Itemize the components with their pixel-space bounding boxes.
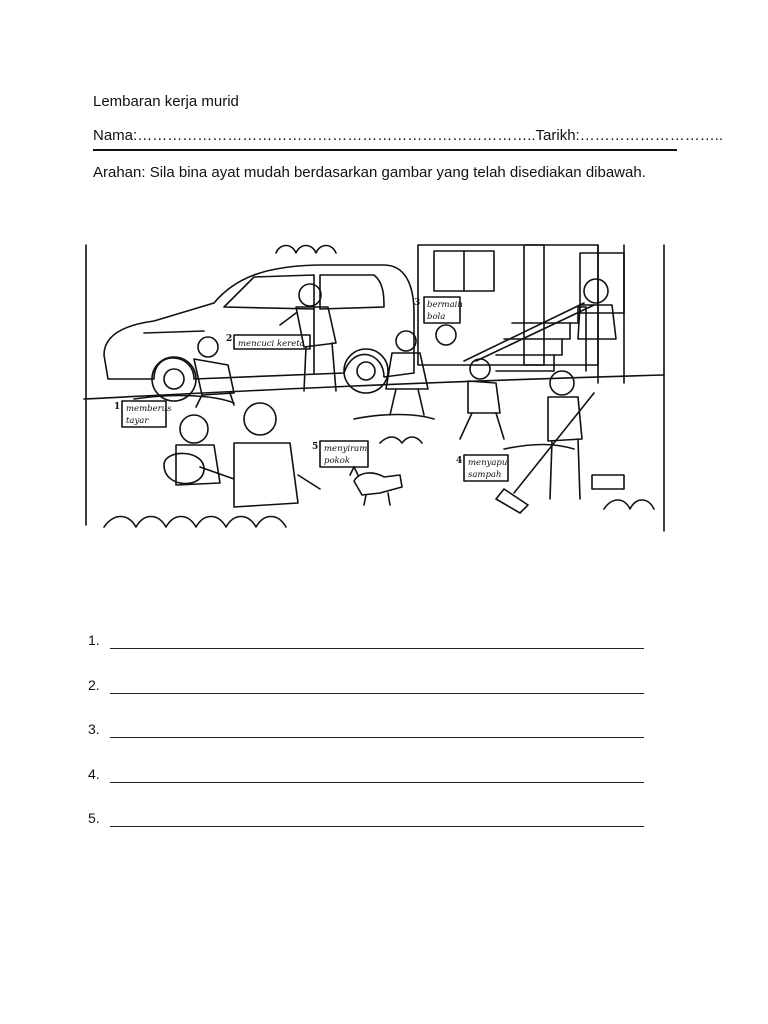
label-4-line-1: menyapu	[468, 458, 508, 468]
name-date-row	[93, 127, 724, 144]
label-5-number: 5	[312, 442, 319, 452]
name-label: Nama:	[93, 127, 138, 144]
label-1-line-2: tayar	[126, 416, 149, 426]
scene-illustration	[84, 243, 668, 533]
answer-blank-line[interactable]	[110, 737, 644, 738]
answer-row[interactable]	[88, 721, 648, 766]
scene-drawing	[84, 243, 668, 533]
date-field[interactable]: ………………………..	[579, 127, 724, 144]
answer-lines	[88, 632, 648, 855]
worksheet-heading: Lembaran kerja murid	[93, 93, 239, 110]
answer-number: 4.	[88, 765, 100, 782]
label-4-line-2: sampah	[468, 470, 502, 480]
answer-number: 3.	[88, 721, 100, 737]
label-3-line-1: bermain	[427, 300, 463, 310]
answer-blank-line[interactable]	[110, 693, 644, 694]
date-label: .Tarikh:	[531, 127, 580, 144]
answer-row[interactable]	[88, 766, 648, 811]
answer-row[interactable]	[88, 677, 648, 722]
answer-number: 1.	[88, 632, 100, 648]
label-3-line-2: bola	[427, 312, 446, 322]
label-2-number: 2	[226, 334, 233, 344]
answer-row[interactable]	[88, 632, 648, 677]
label-3-number: 3	[414, 298, 421, 308]
answer-blank-line[interactable]	[110, 826, 644, 827]
label-1-number: 1	[114, 402, 121, 412]
answer-number: 2.	[88, 676, 100, 693]
name-field[interactable]: …………………………………………………………………….	[137, 127, 532, 144]
label-5-line-1: menyiram	[324, 444, 368, 454]
answer-blank-line[interactable]	[110, 648, 644, 649]
answer-row[interactable]	[88, 810, 648, 855]
label-2-line-1: mencuci kereta	[238, 339, 305, 349]
answer-number: 5.	[88, 810, 100, 826]
label-1-line-1: memberus	[126, 404, 172, 414]
answer-blank-line[interactable]	[110, 782, 644, 783]
instruction-text: Arahan: Sila bina ayat mudah berdasarkan gambar yang telah disediakan dibawah.	[93, 164, 646, 181]
header-divider	[93, 149, 677, 151]
label-5-line-2: pokok	[324, 456, 350, 466]
label-4-number: 4	[456, 456, 463, 466]
